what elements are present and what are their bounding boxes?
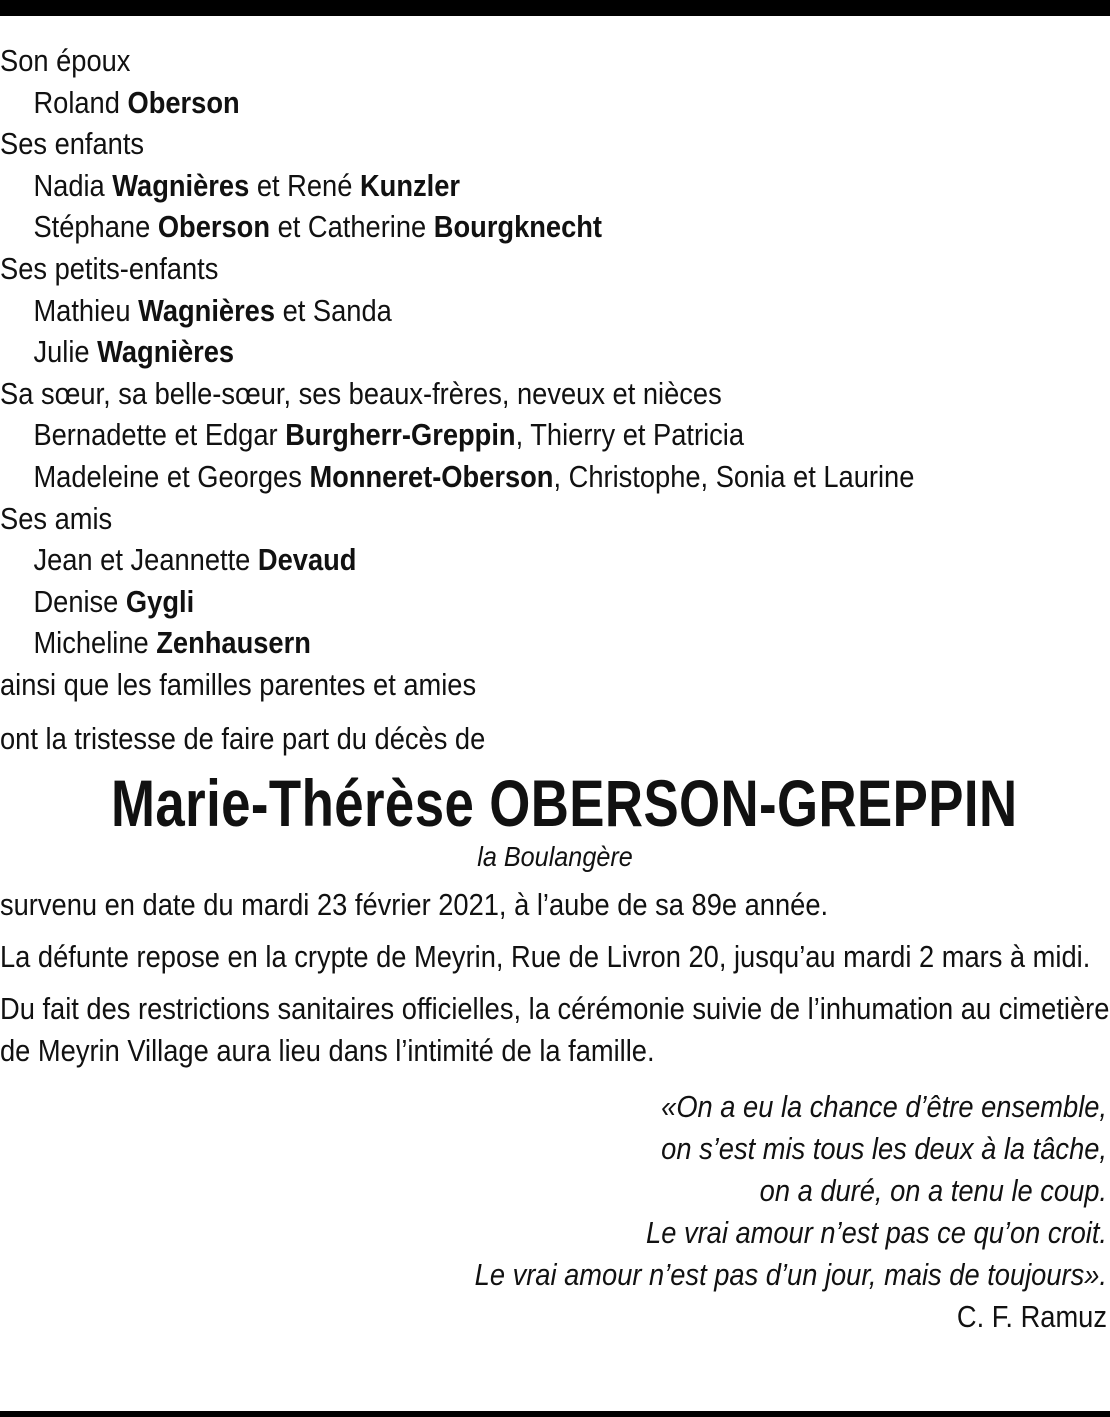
surname: Oberson	[157, 209, 271, 245]
name-text: , Christophe, Sonia et Laurine	[553, 458, 915, 494]
name-text: Jean et Jeannette	[33, 542, 258, 578]
name-text: , Thierry et Patricia	[515, 417, 745, 453]
quote-line: Le vrai amour n’est pas ce qu’on croit.	[646, 1214, 1107, 1250]
family-member-line	[0, 165, 977, 207]
family-member-line	[0, 581, 977, 623]
name-text: Stéphane	[33, 209, 158, 245]
name-text: Ses amis	[0, 500, 113, 536]
family-group-heading	[0, 248, 977, 290]
death-date-paragraph: survenu en date du mardi 23 février 2021, à l’aube de sa 89e année.	[0, 886, 829, 922]
surname: Wagnières	[112, 167, 250, 203]
surname: Wagnières	[97, 334, 235, 370]
announcement-line: ont la tristesse de faire part du décès de	[0, 720, 486, 756]
name-text: Sa sœur, sa belle-sœur, ses beaux-frères, neveux et nièces	[0, 375, 722, 411]
bottom-rule	[0, 1411, 1110, 1417]
name-text: Micheline	[33, 625, 157, 661]
surname: Zenhausern	[156, 625, 311, 661]
quote-block	[0, 1086, 1110, 1338]
quote-line: on s’est mis tous les deux à la tâche,	[661, 1130, 1107, 1166]
repose-paragraph: La défunte repose en la crypte de Meyrin, Rue de Livron 20, jusqu’au mardi 2 mars à midi.	[0, 938, 1091, 974]
family-member-line	[0, 414, 977, 456]
name-text: Madeleine et Georges	[33, 458, 310, 494]
family-member-line	[0, 539, 977, 581]
family-group-heading	[0, 664, 977, 706]
family-group-heading	[0, 498, 977, 540]
surname: Wagnières	[138, 292, 276, 328]
name-text: Ses petits-enfants	[0, 250, 219, 286]
ceremony-paragraph: Du fait des restrictions sanitaires officielles, la cérémonie suivie de l’inhumation au cimetière de Meyrin Village aura lieu dans l’intimité de la famille.	[0, 990, 1110, 1068]
name-text: Mathieu	[33, 292, 139, 328]
surname: Oberson	[127, 84, 240, 120]
family-member-line	[0, 622, 977, 664]
name-text: Nadia	[33, 167, 113, 203]
name-text: Julie	[33, 334, 98, 370]
name-text: et Sanda	[275, 292, 392, 328]
family-group-heading	[0, 123, 977, 165]
family-group-heading	[0, 40, 977, 82]
surname: Devaud	[257, 542, 357, 578]
top-rule	[0, 0, 1110, 16]
family-member-line	[0, 331, 977, 373]
family-group-heading	[0, 373, 977, 415]
surname: Bourgknecht	[433, 209, 603, 245]
name-text: Ses enfants	[0, 126, 145, 162]
quote-line: «On a eu la chance d’être ensemble,	[661, 1088, 1107, 1124]
family-member-line	[0, 290, 977, 332]
surname: Gygli	[125, 583, 195, 619]
name-text: Roland	[33, 84, 128, 120]
name-text: Bernadette et Edgar	[33, 417, 286, 453]
deceased-nickname: la Boulangère	[477, 840, 633, 872]
surname: Monneret-Oberson	[309, 458, 554, 494]
obituary-notice	[0, 40, 1110, 1338]
quote-line: on a duré, on a tenu le coup.	[759, 1172, 1107, 1208]
quote-author: C. F. Ramuz	[956, 1298, 1107, 1334]
name-text: Denise	[33, 583, 126, 619]
family-member-line	[0, 82, 977, 124]
family-list	[0, 40, 1110, 706]
surname: Burgherr-Greppin	[285, 417, 516, 453]
deceased-name: Marie-Thérèse OBERSON-GREPPIN	[111, 765, 1018, 840]
name-text: Son époux	[0, 43, 131, 78]
name-text: et René	[249, 167, 360, 203]
name-text: et Catherine	[270, 209, 434, 245]
surname: Kunzler	[359, 167, 461, 203]
family-member-line	[0, 456, 977, 498]
family-member-line	[0, 206, 977, 248]
quote-line: Le vrai amour n’est pas d’un jour, mais de toujours».	[474, 1256, 1107, 1292]
name-text: ainsi que les familles parentes et amies	[0, 666, 477, 702]
